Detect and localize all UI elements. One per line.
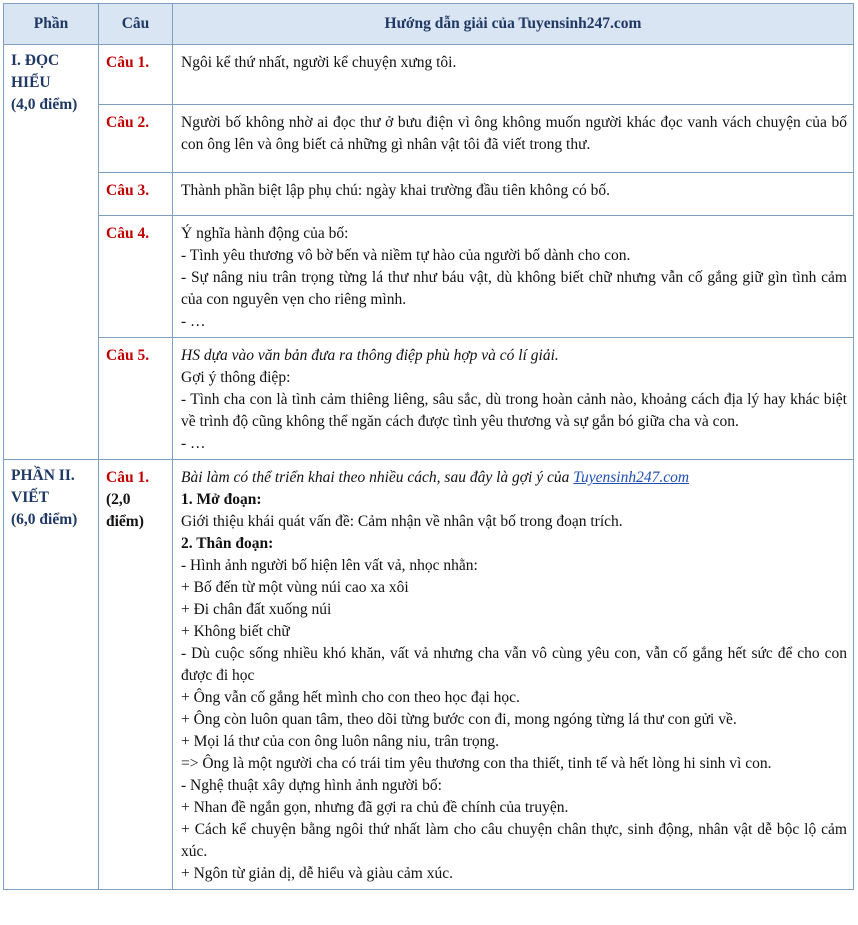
- than-doan-heading: 2. Thân đoạn:: [181, 535, 274, 552]
- question-cell: [99, 338, 173, 460]
- question-label: Câu 4.: [106, 225, 150, 242]
- header-huong-dan: Hướng dẫn giải của Tuyensinh247.com: [173, 4, 854, 45]
- question-label: Câu 5.: [106, 347, 150, 364]
- answer-cell: [173, 338, 854, 460]
- source-link[interactable]: Tuyensinh247.com: [573, 469, 690, 486]
- answer-cell: [173, 105, 854, 173]
- answer-line: + Không biết chữ: [181, 623, 290, 640]
- table-row: [4, 216, 854, 338]
- answer-line: - Sự nâng niu trân trọng từng lá thư như báu vật, dù không biết chữ nhưng vẫn cố gắng giữ gìn tình cảm của con nguyên vẹn cho riêng mình.: [181, 269, 847, 308]
- section-points: (6,0 điểm): [11, 511, 78, 528]
- table-row: [4, 45, 854, 105]
- answer-line: Ngôi kể thứ nhất, người kể chuyện xưng tôi.: [181, 54, 457, 71]
- answer-line: + Mọi lá thư của con ông luôn nâng niu, trân trọng.: [181, 733, 500, 750]
- table-row: [4, 105, 854, 173]
- answer-intro: HS dựa vào văn bản đưa ra thông điệp phù hợp và có lí giải.: [181, 347, 559, 364]
- question-label: Câu 2.: [106, 114, 150, 131]
- answer-line: + Bố đến từ một vùng núi cao xa xôi: [181, 579, 409, 596]
- answer-intro: Bài làm có thể triển khai theo nhiều cách, sau đây là gợi ý của: [181, 469, 574, 486]
- section-cell: [4, 460, 99, 890]
- answer-line: - Tình yêu thương vô bờ bến và niềm tự hào của người bố dành cho con.: [181, 247, 631, 264]
- table-row: [4, 460, 854, 890]
- question-cell: [99, 216, 173, 338]
- section-title: I. ĐỌC HIỂU: [11, 52, 60, 91]
- answer-line: + Cách kể chuyện bằng ngôi thứ nhất làm cho câu chuyện chân thực, sinh động, nhân vật dễ bộc lộ cảm xúc.: [181, 821, 847, 860]
- question-cell: [99, 173, 173, 216]
- question-label: Câu 1.: [106, 469, 150, 486]
- section-cell: [4, 45, 99, 460]
- answer-cell: [173, 173, 854, 216]
- answer-line: Thành phần biệt lập phụ chú: ngày khai trường đầu tiên không có bố.: [181, 182, 610, 199]
- answer-line: - …: [181, 435, 206, 452]
- answer-line: + Ông còn luôn quan tâm, theo dõi từng bước con đi, mong ngóng từng lá thư con gửi về.: [181, 711, 737, 728]
- section-points: (4,0 điểm): [11, 96, 78, 113]
- answer-line: + Ngôn từ giản dị, dễ hiểu và giàu cảm xúc.: [181, 865, 453, 882]
- answer-line: => Ông là một người cha có trái tim yêu thương con tha thiết, tinh tế và hết lòng hi sinh vì con.: [181, 755, 772, 772]
- answer-line: Giới thiệu khái quát vấn đề: Cảm nhận về nhân vật bố trong đoạn trích.: [181, 513, 623, 530]
- question-cell: [99, 460, 173, 890]
- question-label: Câu 3.: [106, 182, 150, 199]
- header-phan: Phần: [4, 4, 99, 45]
- answer-table: [3, 3, 854, 890]
- answer-line: - Hình ảnh người bố hiện lên vất vả, nhọc nhằn:: [181, 557, 478, 574]
- answer-line: + Ông vẫn cố gắng hết mình cho con theo học đại học.: [181, 689, 520, 706]
- question-points: (2,0 điểm): [106, 491, 144, 530]
- header-cau: Câu: [99, 4, 173, 45]
- table-row: [4, 338, 854, 460]
- answer-line: Người bố không nhờ ai đọc thư ở bưu điện vì ông không muốn người khác đọc vanh vách chuyện của bố con ông lên và ông biết cả những gì nhân vật tôi đã viết trong thư.: [181, 114, 847, 153]
- answer-line: - …: [181, 313, 206, 330]
- answer-cell: [173, 45, 854, 105]
- answer-line: + Nhan đề ngắn gọn, nhưng đã gợi ra chủ đề chính của truyện.: [181, 799, 569, 816]
- answer-line: - Nghệ thuật xây dựng hình ảnh người bố:: [181, 777, 442, 794]
- question-cell: [99, 105, 173, 173]
- answer-line: + Đi chân đất xuống núi: [181, 601, 332, 618]
- question-label: Câu 1.: [106, 54, 150, 71]
- answer-cell: [173, 460, 854, 890]
- section-title: PHẦN II. VIẾT: [11, 467, 75, 506]
- mo-doan-heading: 1. Mở đoạn:: [181, 491, 262, 508]
- header-row: [4, 4, 854, 45]
- answer-line: Ý nghĩa hành động của bố:: [181, 225, 349, 242]
- table-row: [4, 173, 854, 216]
- answer-cell: [173, 216, 854, 338]
- answer-line: Gợi ý thông điệp:: [181, 369, 291, 386]
- question-cell: [99, 45, 173, 105]
- answer-line: - Tình cha con là tình cảm thiêng liêng, sâu sắc, dù trong hoàn cảnh nào, khoảng cách địa lý hay khác biệt về trình độ cũng không thể ngăn cách được tình yêu thương và sự gắn bó giữa cha và con.: [181, 391, 847, 430]
- answer-line: - Dù cuộc sống nhiều khó khăn, vất vả nhưng cha vẫn vô cùng yêu con, vẫn cố gắng hết sức để cho con được đi học: [181, 645, 847, 684]
